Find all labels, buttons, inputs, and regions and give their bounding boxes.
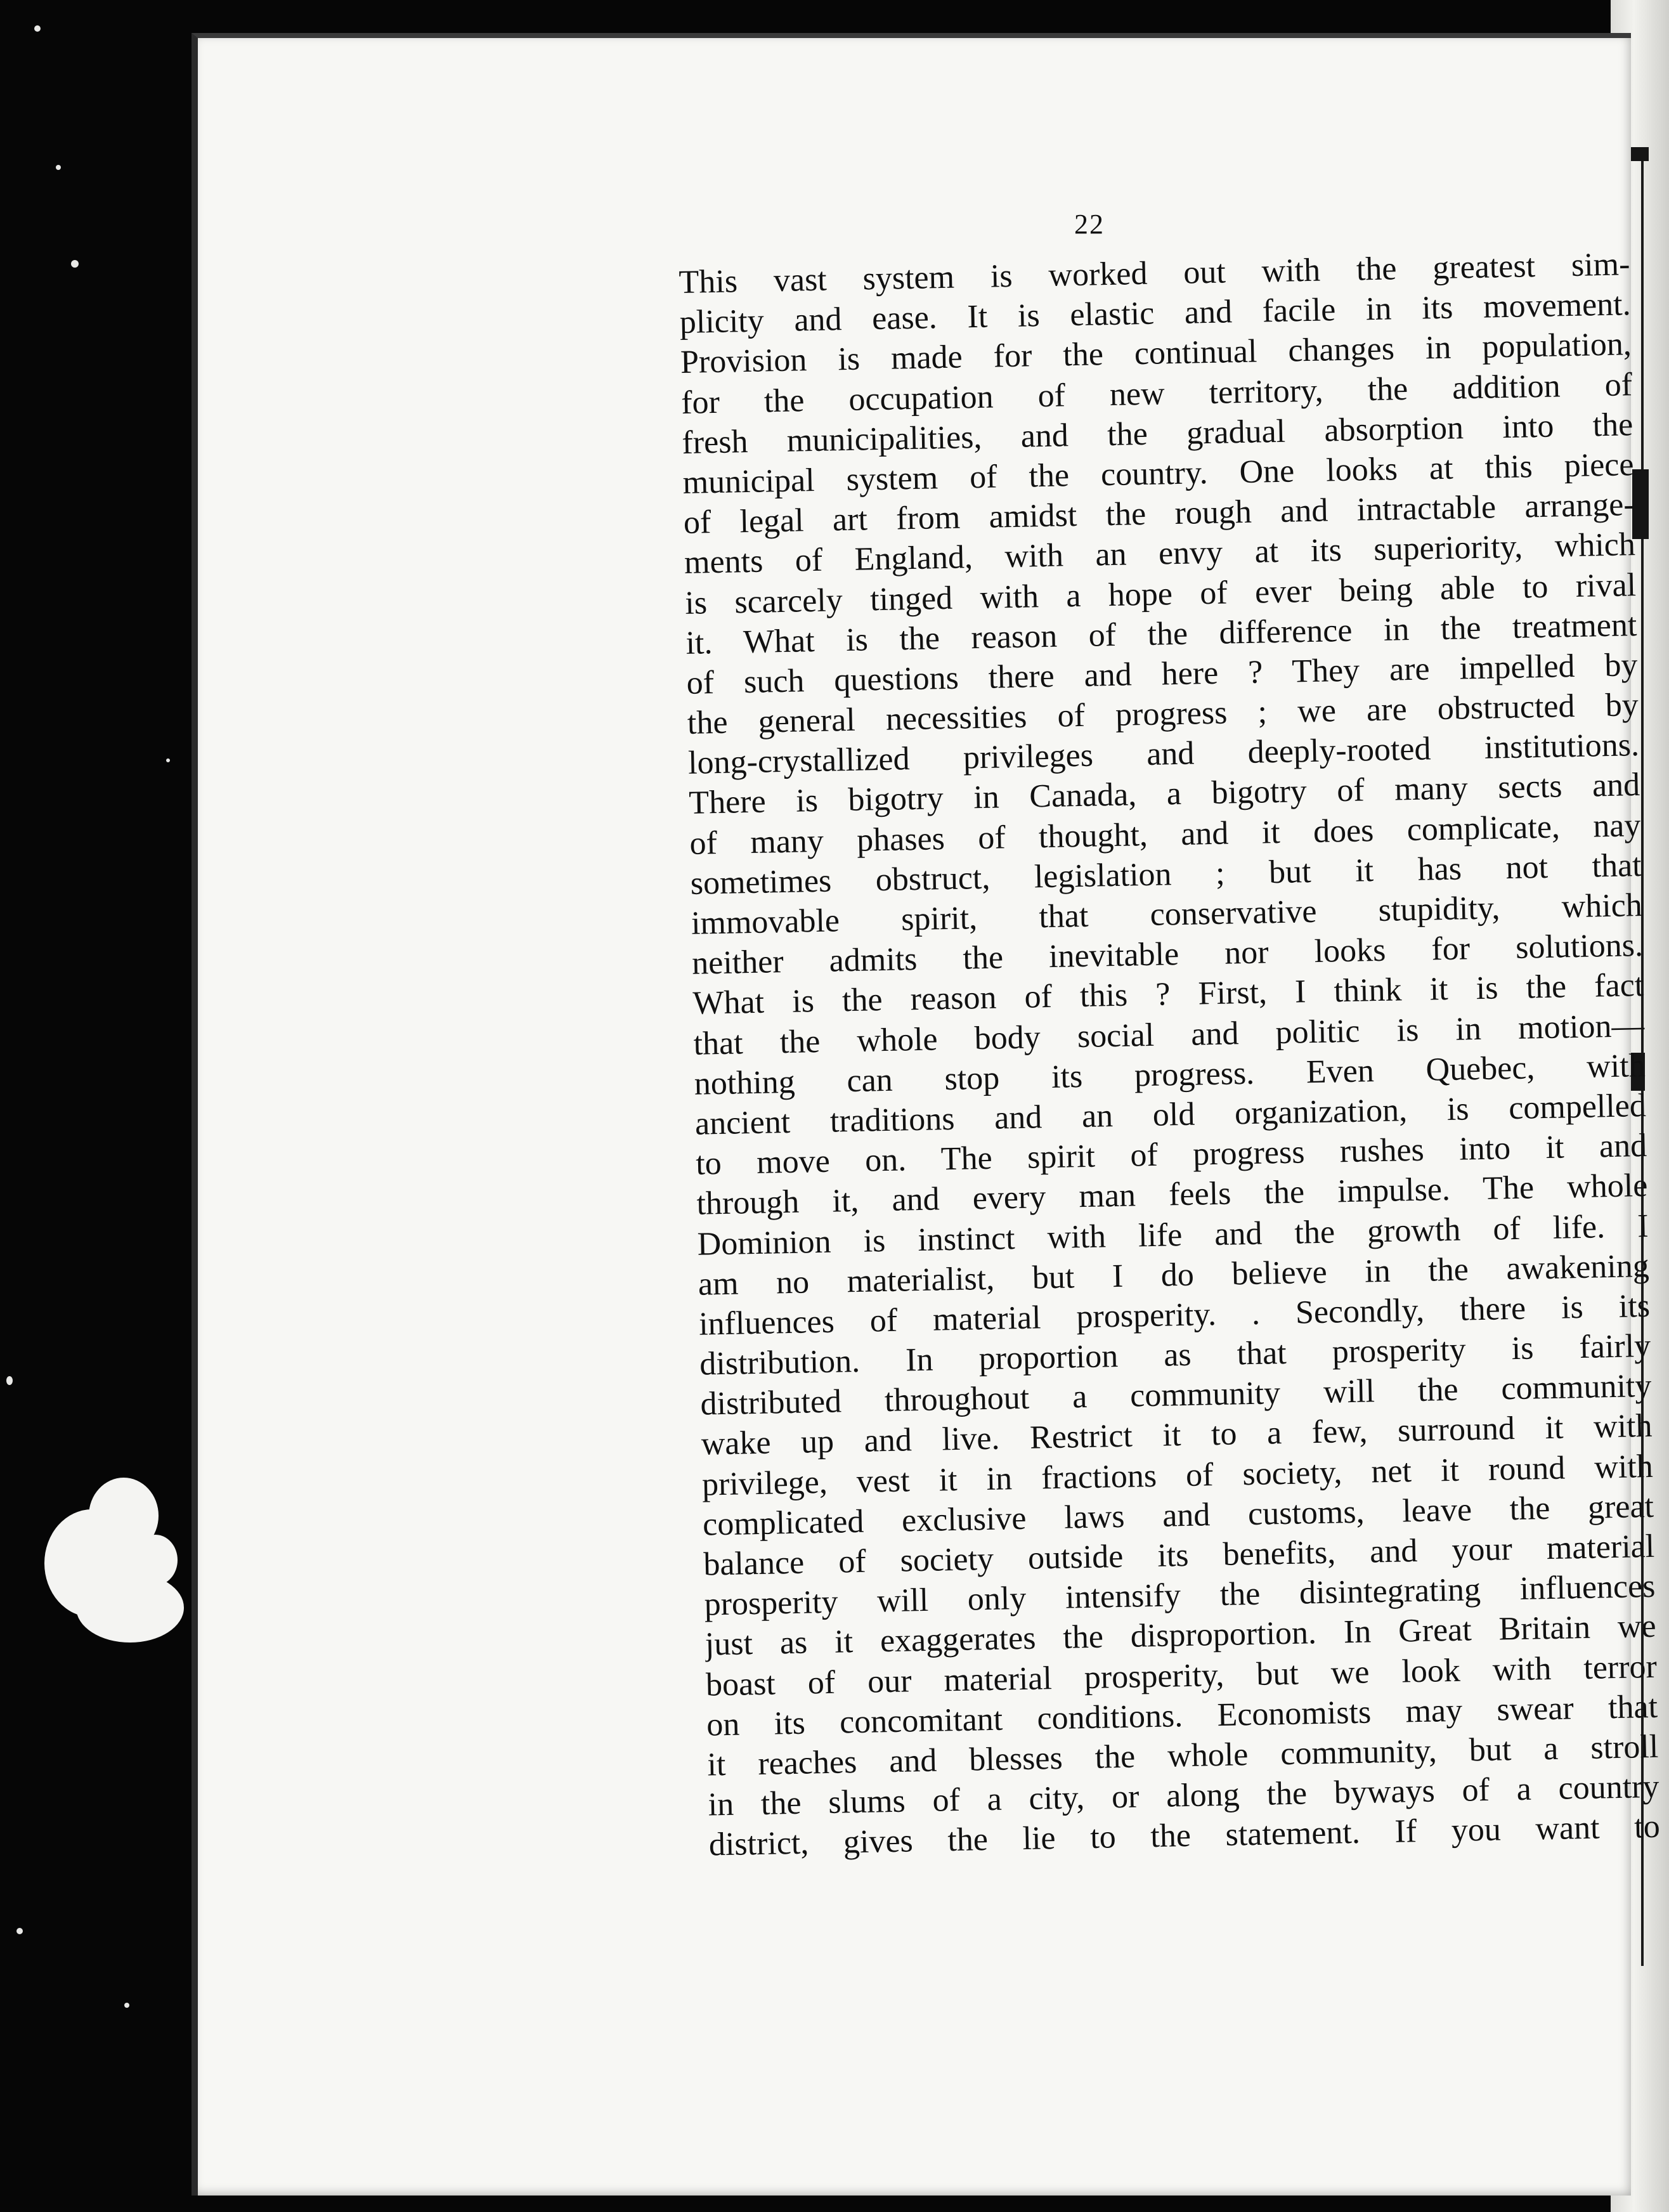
scan-speck [34,25,41,32]
text-line: it. What is the reason of the difference in the treatment [685,606,1637,661]
text-line: This vast system is worked out with the greatest sim- [679,246,1630,301]
text-line: privilege, vest it in fractions of society, net it round with [701,1448,1654,1503]
text-line: immovable spirit, that conservative stupidity, which [691,887,1643,942]
text-line: sometimes obstruct, legislation ; but it has not that [690,847,1642,902]
scan-speck [6,1376,13,1385]
text-line: distribution. In proportion as that prosperity is fairly [699,1327,1651,1382]
text-line: through it, and every man feels the impulse. The whole [696,1168,1648,1223]
text-line: am no materialist, but I do believe in the awakening [698,1247,1650,1303]
text-line: fresh municipalities, and the gradual absorption into the [681,406,1633,461]
book-page [192,33,1661,2196]
page-number: 22 [1074,209,1105,240]
text-line: the general necessities of progress ; we are obstructed by [687,687,1639,741]
scan-speck [124,2003,129,2008]
text-line: ancient traditions and an old organization, is compelled [694,1087,1647,1142]
text-line: municipal system of the country. One looks at this piece [682,446,1634,501]
text-line: There is bigotry in Canada, a bigotry of many sects and [688,767,1640,822]
text-line: of legal art from amidst the rough and intractable arrange- [683,486,1635,542]
text-line: distributed throughout a community will the community [700,1368,1652,1422]
scan-speck [16,1928,23,1934]
text-line: for the occupation of new territory, the addition of [680,366,1633,421]
text-line: prosperity will only intensify the disintegrating influences [704,1568,1656,1623]
text-line: of such questions there and here ? They are impelled by [686,646,1639,701]
scan-blot [133,1535,178,1585]
text-line: plicity and ease. It is elastic and facile in its movement. [679,286,1632,341]
text-line: of many phases of thought, and it does complicate, nay [689,807,1641,862]
text-line: is scarcely tinged with a hope of ever being able to rival [684,566,1637,621]
text-line: wake up and live. Restrict it to a few, surround it with [701,1408,1653,1463]
text-line: that the whole body social and politic is in motion— [693,1007,1645,1062]
scan-blot [76,1573,184,1643]
text-line: Provision is made for the continual changes in population, [680,326,1632,381]
text-line: district, gives the lie to the statement. If you want to [708,1809,1661,1863]
text-line: influences of material prosperity. . Secondly, there is its [698,1287,1651,1343]
text-line: complicated exclusive laws and customs, leave the great [702,1488,1654,1543]
text-line: long-crystallized privileges and deeply-rooted institutions. [687,727,1640,782]
scan-speck [56,165,61,170]
text-line: it reaches and blesses the whole community, but a stroll [706,1728,1659,1783]
text-line: balance of society outside its benefits, and your material [703,1528,1655,1583]
text-line: on its concomitant conditions. Economists may swear that [706,1688,1658,1743]
text-line: just as it exaggerates the disproportion. In Great Britain we [705,1608,1657,1663]
text-line: boast of our material prosperity, but we look with terror [705,1648,1658,1703]
text-line: in the slums of a city, or along the byways of a country [708,1768,1659,1823]
scan-speck [71,260,79,268]
text-line: Dominion is instinct with life and the growth of life. I [697,1207,1649,1263]
text-line: neither admits the inevitable nor looks for solutions. [691,927,1644,982]
text-line: What is the reason of this ? First, I think it is the fact [692,967,1644,1022]
scan-speck [166,758,170,762]
text-line: to move on. The spirit of progress rushes into it and [695,1128,1647,1182]
text-line: ments of England, with an envy at its superiority, which [684,526,1636,582]
body-text [679,244,1660,1865]
text-line: nothing can stop its progress. Even Quebec, with [694,1047,1646,1102]
